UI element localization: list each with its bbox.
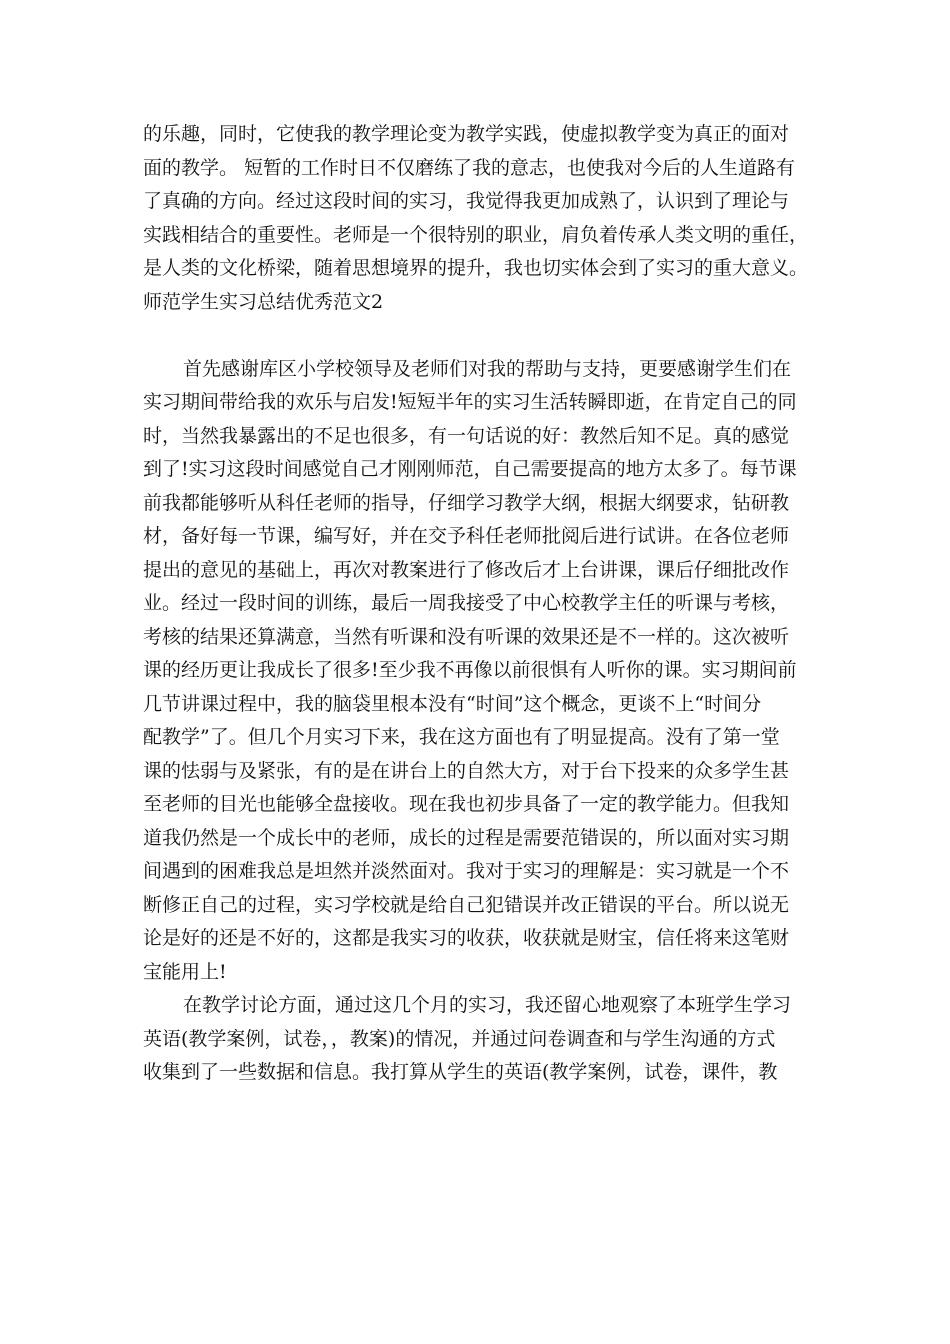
text-line: 首先感谢库区小学校领导及老师们对我的帮助与支持，更要感谢学生们在 <box>183 357 792 380</box>
text-line: 论是好的还是不好的，这都是我实习的收获，收获就是财宝，信任将来这笔财 <box>143 927 790 949</box>
text-line: 课的经历更让我成长了很多!至少我不再像以前很惧有人听你的课。实习期间前 <box>143 659 797 681</box>
text-line: 断修正自己的过程，实习学校就是给自己犯错误并改正错误的平台。所以说无 <box>143 893 790 916</box>
text-line: 面的教学。 短暂的工作时日不仅磨练了我的意志，也使我对今后的人生道路有 <box>143 156 796 179</box>
document-body <box>143 118 811 1090</box>
text-line: 到了!实习这段时间感觉自己才刚刚师范，自己需要提高的地方太多了。每节课 <box>143 458 797 480</box>
text-line: 配教学”了。但几个月实习下来，我在这方面也有了明显提高。没有了第一堂 <box>143 726 780 748</box>
text-line: 是人类的文化桥梁，随着思想境界的提升，我也切实体会到了实习的重大意义。 <box>143 257 809 279</box>
text-line: 英语(教学案例，试卷，，教案)的情况，并通过问卷调查和与学生沟通的方式 <box>143 1027 776 1050</box>
text-line: 提出的意见的基础上，再次对教案进行了修改后才上台讲课，课后仔细批改作 <box>143 558 790 581</box>
text-line: 实习期间带给我的欢乐与启发!短短半年的实习生活转瞬即逝，在肯定自己的同 <box>143 391 797 413</box>
text-line: 材，备好每一节课，编写好，并在交予科任老师批阅后进行试讲。在各位老师 <box>143 525 790 547</box>
paragraph-teaching-discussion <box>143 989 811 1090</box>
text-line: 考核的结果还算满意，当然有听课和没有听课的效果还是不一样的。这次被听 <box>143 625 790 648</box>
text-line: 至老师的目光也能够全盘接收。现在我也初步具备了一定的教学能力。但我知 <box>143 793 790 815</box>
text-line: 实践相结合的重要性。老师是一个很特别的职业，肩负着传承人类文明的重任， <box>143 223 809 246</box>
text-line: 的乐趣，同时，它使我的教学理论变为教学实践，使虚拟教学变为真正的面对 <box>143 123 790 145</box>
text-line: 前我都能够听从科任老师的指导，仔细学习教学大纲，根据大纲要求，钻研教 <box>143 491 790 514</box>
text-line: 业。经过一段时间的训练，最后一周我接受了中心校教学主任的听课与考核， <box>143 592 790 614</box>
text-line: 宝能用上! <box>143 960 227 983</box>
section-heading: 师范学生实习总结优秀范文2 <box>143 290 384 313</box>
text-line: 了真确的方向。经过这段时间的实习，我觉得我更加成熟了，认识到了理论与 <box>143 190 790 212</box>
text-line: 在教学讨论方面，通过这几个月的实习，我还留心地观察了本班学生学习 <box>183 994 792 1016</box>
blank-line <box>143 319 811 353</box>
text-line: 收集到了一些数据和信息。我打算从学生的英语(教学案例，试卷，课件，教 <box>143 1061 778 1083</box>
text-line: 时，当然我暴露出的不足也很多，有一句话说的好：教然后知不足。真的感觉 <box>143 424 790 447</box>
paragraph-continuation <box>143 118 811 286</box>
paragraph-gratitude <box>143 353 811 990</box>
text-line: 课的怯弱与及紧张，有的是在讲台上的自然大方，对于台下投来的众多学生甚 <box>143 759 790 782</box>
text-line: 间遇到的困难我总是坦然并淡然面对。我对于实习的理解是：实习就是一个不 <box>143 860 790 882</box>
text-line: 道我仍然是一个成长中的老师，成长的过程是需要范错误的，所以面对实习期 <box>143 826 790 849</box>
text-line: 几节讲课过程中，我的脑袋里根本没有“时间”这个概念，更谈不上“时间分 <box>143 692 762 715</box>
